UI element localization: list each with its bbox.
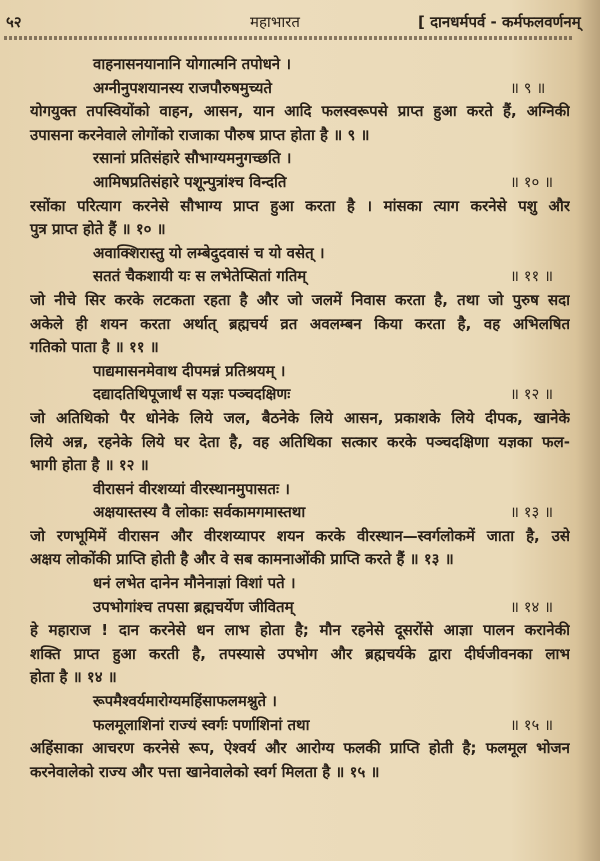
translation-line: करनेवालेको राज्य और पत्ता खानेवालेको स्वर्ग मिलता है ॥ १५ ॥ — [30, 762, 380, 781]
verse-number: ॥ १३ ॥ — [510, 503, 554, 522]
verse-line: अवाक्शिरास्तु यो लम्बेदुदवासं च यो वसेत् । — [93, 243, 325, 262]
translation-line: योगयुक्त तपस्वियोंको वाहन, आसन, यान आदि फलस्वरूपसे प्राप्त हुआ करते हैं, अग्निकी — [30, 102, 570, 121]
verse-number: ॥ ९ ॥ — [510, 78, 546, 97]
verse-text: सततं चैकशायी यः स लभेतेप्सितां गतिम् — [93, 267, 307, 286]
verse-line: पाद्यमासनमेवाथ दीपमन्नं प्रतिश्रयम् । — [93, 361, 286, 380]
verse-text: फलमूलाशिनां राज्यं स्वर्गः पर्णाशिनां तथा — [93, 715, 310, 734]
section-title: [ दानधर्मपर्व - कर्मफलवर्णनम् — [418, 13, 581, 31]
verse-text: आमिषप्रतिसंहारे पशून्पुत्रांश्च विन्दति — [93, 172, 287, 191]
translation-line: गतिको पाता है ॥ ११ ॥ — [30, 338, 159, 357]
translation-line: शक्ति प्राप्त हुआ करती है, तपस्यासे उपभोग और ब्रह्मचर्यके द्वारा दीर्घजीवनका लाभ — [30, 644, 570, 663]
verse-text: अग्नीनुपशयानस्य राजपौरुषमुच्यते — [93, 78, 272, 97]
verse-number: ॥ ११ ॥ — [510, 267, 554, 286]
translation-line: जो नीचे सिर करके लटकता रहता है और जो जलमें निवास करता है, तथा जो पुरुष सदा — [30, 290, 570, 309]
verse-number: ॥ १२ ॥ — [510, 385, 554, 404]
verse-line: वीरासनं वीरशय्यां वीरस्थानमुपासतः । — [93, 479, 290, 498]
translation-line: उपासना करनेवाले लोगोंको राजाका पौरुष प्राप्त होता है ॥ ९ ॥ — [30, 125, 370, 144]
translation-line: हे महाराज ! दान करनेसे धन लाभ होता है; मौन रहनेसे दूसरोंसे आज्ञा पालन करानेकी — [30, 621, 570, 640]
verse-text: उपभोगांश्च तपसा ब्रह्मचर्येण जीवितम् — [93, 597, 294, 616]
book-title: महाभारत — [250, 13, 300, 31]
verse-line: धनं लभेत दानेन मौनेनाज्ञां विशां पते । — [93, 574, 296, 593]
translation-line: अहिंसाका आचरण करनेसे रूप, ऐश्वर्य और आरोग्य फलकी प्राप्ति होती है; फलमूल भोजन — [30, 739, 570, 758]
translation-line: जो रणभूमिमें वीरासन और वीरशय्यापर शयन करके वीरस्थान—स्वर्गलोकमें जाता है, उसे — [30, 526, 570, 545]
translation-line: अक्षय लोकोंकी प्राप्ति होती है और वे सब कामनाओंकी प्राप्ति करते हैं ॥ १३ ॥ — [30, 550, 454, 569]
header-rule — [4, 36, 574, 40]
verse-text: दद्यादतिथिपूजार्थं स यज्ञः पञ्चदक्षिणः — [93, 385, 291, 404]
verse-line — [30, 77, 570, 101]
page-header — [0, 8, 600, 32]
translation-line: होता है ॥ १४ ॥ — [30, 668, 117, 687]
verse-line: रसानां प्रतिसंहारे सौभाग्यमनुगच्छति । — [93, 149, 292, 168]
verse-line: रूपमैश्वर्यमारोग्यमहिंसाफलमश्नुते । — [93, 692, 277, 711]
verse-line — [30, 171, 570, 195]
translation-line: अकेले ही शयन करता अर्थात् ब्रह्मचर्य व्रत अवलम्बन किया करता है, वह अभिलषित — [30, 314, 570, 333]
verse-number: ॥ १० ॥ — [510, 172, 554, 191]
translation-line: जो अतिथिको पैर धोनेके लिये जल, बैठनेके लिये आसन, प्रकाशके लिये दीपक, खानेके — [30, 408, 570, 427]
verse-line — [30, 596, 570, 620]
verse-text: अक्षयास्तस्य वै लोकाः सर्वकामगमास्तथा — [93, 503, 306, 522]
verse-line — [30, 265, 570, 289]
verse-line — [30, 714, 570, 738]
translation-line: भागी होता है ॥ १२ ॥ — [30, 456, 149, 475]
translation-line: पुत्र प्राप्त होते हैं ॥ १० ॥ — [30, 220, 166, 239]
page-number: ५२ — [6, 13, 22, 31]
verse-number: ॥ १५ ॥ — [510, 715, 554, 734]
translation-line: लिये अन्न, रहनेके लिये घर देता है, वह अतिथिका सत्कार करके पञ्चदक्षिणा यज्ञका फल- — [30, 432, 570, 451]
verse-line — [30, 383, 570, 407]
page-body — [30, 53, 570, 784]
translation-line: रसोंका परित्याग करनेसे सौभाग्य प्राप्त हुआ करता है । मांसका त्याग करनेसे पशु और — [30, 196, 570, 215]
verse-line: वाहनासनयानानि योगात्मनि तपोधने । — [93, 55, 292, 73]
verse-line — [30, 501, 570, 525]
verse-number: ॥ १४ ॥ — [510, 597, 554, 616]
